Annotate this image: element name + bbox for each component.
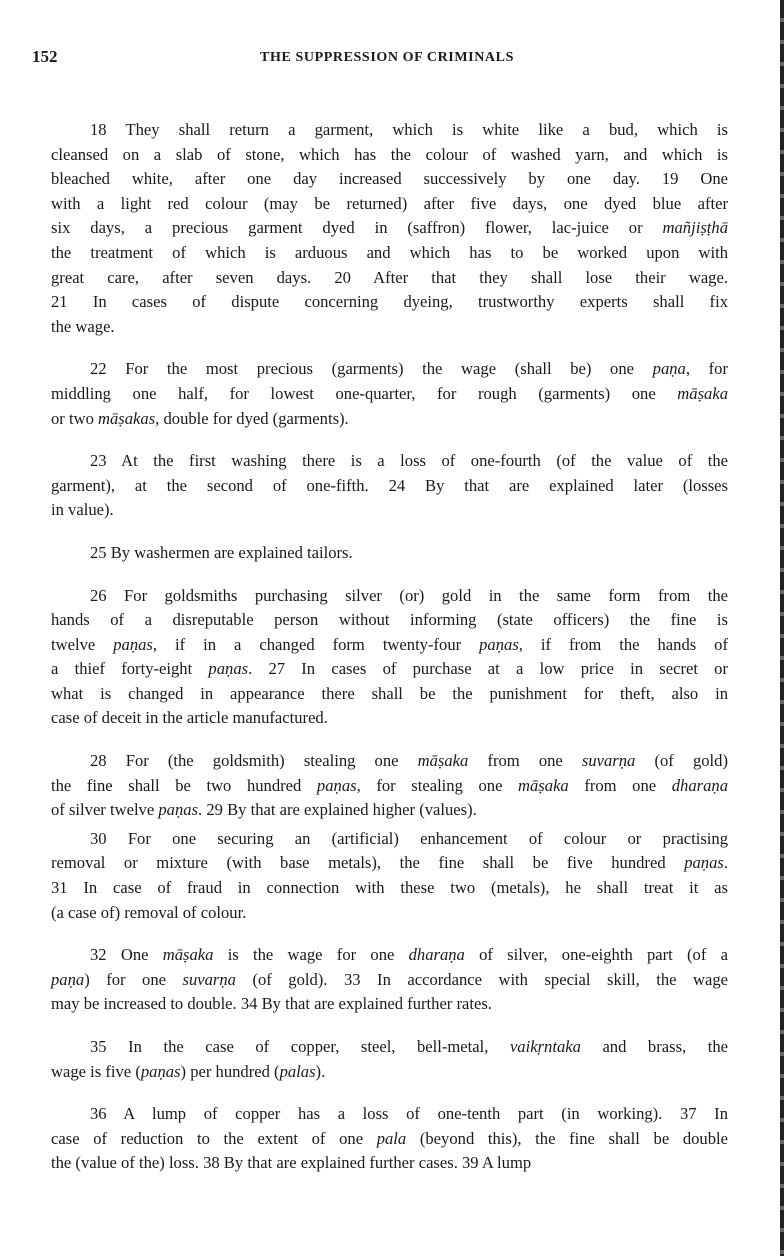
paragraph (51, 1035, 728, 1084)
text-line: 26 For goldsmiths purchasing silver (or) gold in the same form from the (90, 585, 728, 605)
text-line: case of reduction to the extent of one pala (beyond this), the fine shall be double (51, 1128, 728, 1148)
text-line: 28 For (the goldsmith) stealing one māṣaka from one suvarṇa (of gold) (90, 751, 728, 771)
paragraph (51, 1102, 728, 1176)
page-edge (780, 0, 784, 1256)
text-line: paṇa) for one suvarṇa (of gold). 33 In accordance with special skill, the wage (51, 969, 729, 989)
text-line: in value). (51, 500, 114, 520)
text-line: six days, a precious garment dyed in (saffron) flower, lac-juice or mañjiṣṭhā (51, 218, 728, 238)
text-line: 25 By washermen are explained tailors. (90, 542, 353, 562)
text-line: (a case of) removal of colour. (51, 902, 247, 922)
text-line: great care, after seven days. 20 After that they shall lose their wage. (51, 267, 728, 287)
page-number: 152 (32, 47, 58, 66)
paragraph (51, 827, 728, 925)
text-line: wage is five (paṇas) per hundred (palas). (51, 1061, 326, 1081)
text-line: the fine shall be two hundred paṇas, for stealing one māṣaka from one dharaṇa (51, 775, 728, 795)
paragraph (51, 541, 728, 566)
text-line: or two māṣakas, double for dyed (garments). (51, 408, 349, 428)
text-line: 32 One māṣaka is the wage for one dharaṇa of silver, one-eighth part (of a (90, 945, 728, 965)
text-line: 30 For one securing an (artificial) enhancement of colour or practising (90, 828, 728, 848)
paragraph (51, 357, 728, 431)
text-line: the wage. (51, 316, 115, 336)
text-line: 35 In the case of copper, steel, bell-metal, vaikṛntaka and brass, the (90, 1037, 728, 1056)
text-line: 31 In case of fraud in connection with these two (metals), he shall treat it as (51, 878, 728, 898)
text-line: with a light red colour (may be returned) after five days, one dyed blue after (51, 193, 728, 213)
text-line: what is changed in appearance there shall be the punishment for theft, also in (51, 683, 728, 703)
text-line: a thief forty-eight paṇas. 27 In cases of purchase at a low price in secret or (51, 659, 728, 679)
paragraph (51, 584, 728, 732)
text-line: may be increased to double. 34 By that are explained further rates. (51, 994, 492, 1014)
text-line: hands of a disreputable person without informing (state officers) the fine is (51, 610, 728, 630)
text-line: case of deceit in the article manufactured. (51, 708, 328, 728)
running-title: THE SUPPRESSION OF CRIMINALS (260, 50, 514, 65)
text-line: 23 At the first washing there is a loss of one-fourth (of the value of the (90, 451, 728, 471)
text-line: the treatment of which is arduous and which has to be worked upon with (51, 242, 728, 262)
text-line: 36 A lump of copper has a loss of one-tenth part (in working). 37 In (90, 1104, 728, 1124)
text-line: 18 They shall return a garment, which is white like a bud, which is (90, 120, 728, 139)
text-line: bleached white, after one day increased successively by one day. 19 One (51, 169, 728, 189)
paragraph (51, 449, 728, 523)
text-line: twelve paṇas, if in a changed form twenty-four paṇas, if from the hands of (51, 634, 729, 654)
paragraph (51, 749, 728, 823)
text-line: garment), at the second of one-fifth. 24 By that are explained later (losses (51, 475, 728, 495)
text-line: middling one half, for lowest one-quarter, for rough (garments) one māṣaka (51, 383, 728, 403)
page-body (51, 118, 728, 1176)
text-line: of silver twelve paṇas. 29 By that are explained higher (values). (51, 800, 477, 820)
text-line: 22 For the most precious (garments) the wage (shall be) one paṇa, for (90, 359, 728, 379)
text-line: 21 In cases of dispute concerning dyeing, trustworthy experts shall fix (51, 292, 728, 312)
paragraph (51, 943, 728, 1017)
text-line: the (value of the) loss. 38 By that are explained further cases. 39 A lump (51, 1153, 532, 1173)
text-line: cleansed on a slab of stone, which has the colour of washed yarn, and which is (51, 144, 728, 164)
text-line: removal or mixture (with base metals), the fine shall be five hundred paṇas. (51, 853, 728, 873)
paragraph (51, 118, 728, 339)
